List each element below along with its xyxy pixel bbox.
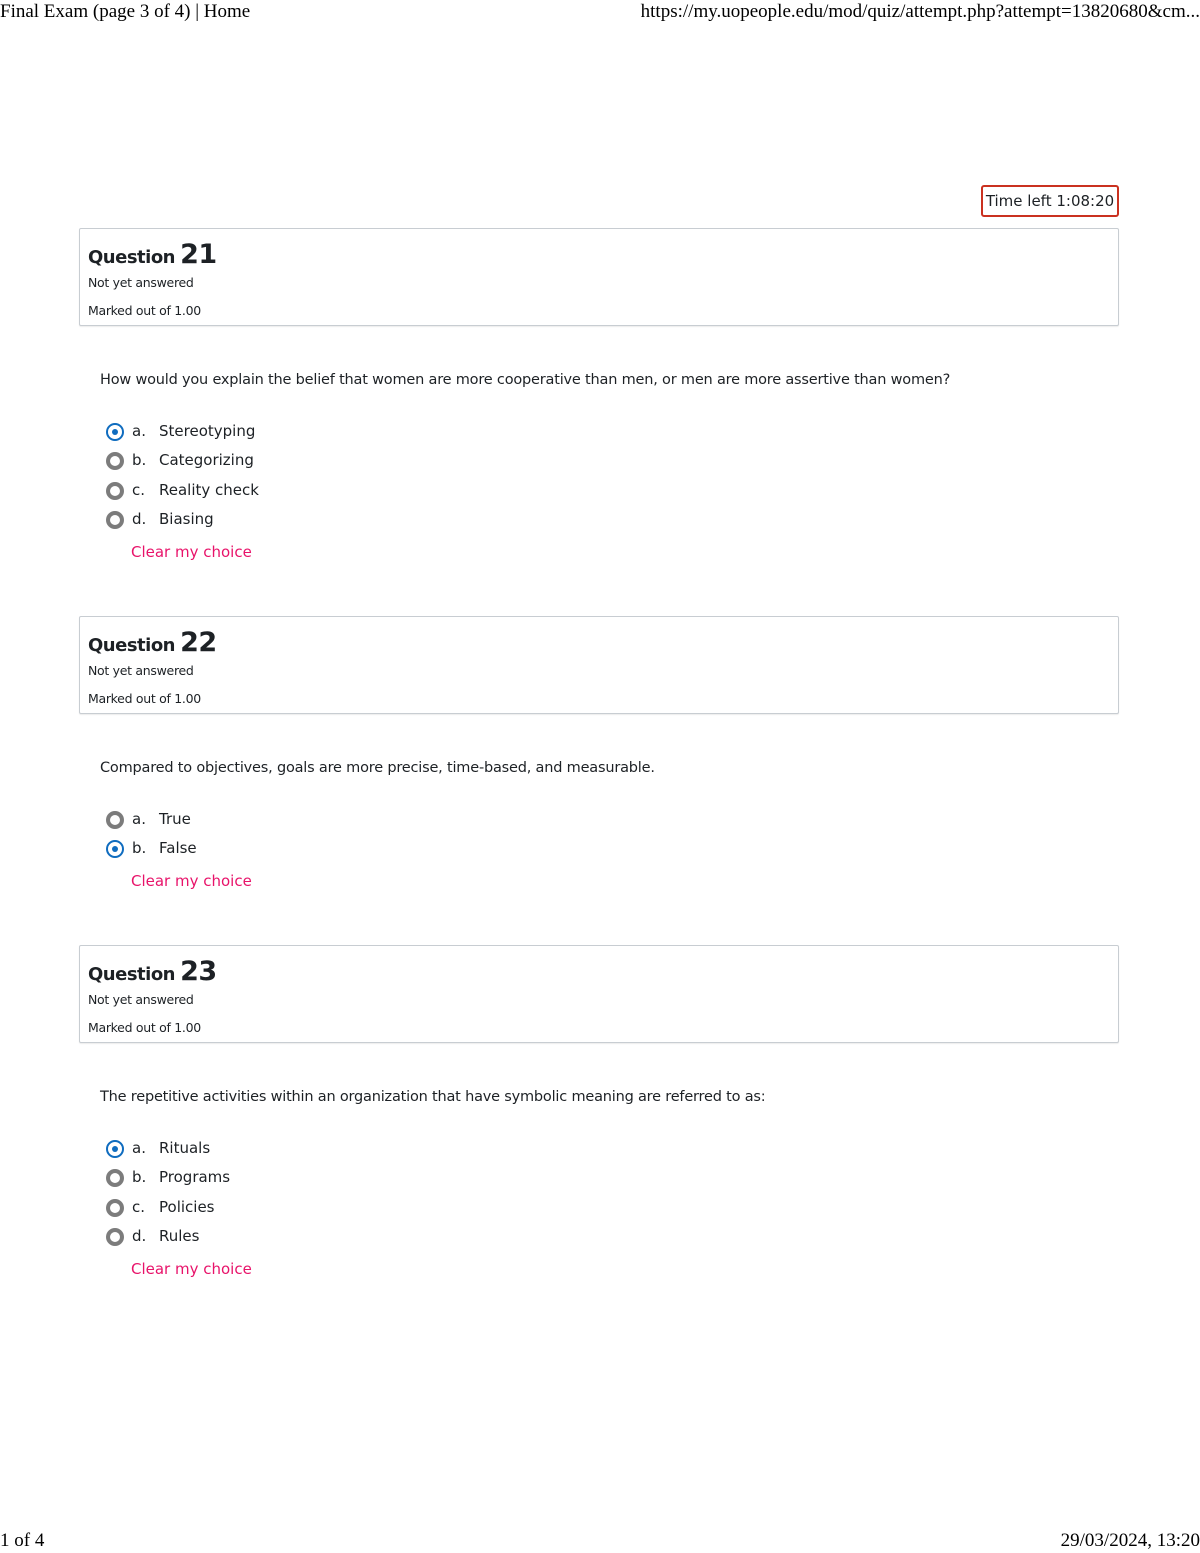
- answer-label[interactable]: Biasing: [159, 510, 214, 528]
- answer-option-21a[interactable]: [106, 420, 506, 446]
- question-number-value: 23: [180, 956, 217, 987]
- question-label: Question: [88, 964, 175, 985]
- print-page-url: https://my.uopeople.edu/mod/quiz/attempt.php?attempt=13820680&cm...: [640, 1, 1200, 22]
- question-text-21: How would you explain the belief that women are more cooperative than men, or men are more assertive than women?: [100, 372, 951, 388]
- answer-option-23a[interactable]: [106, 1137, 506, 1163]
- clear-choice-link-22[interactable]: Clear my choice: [131, 872, 252, 890]
- question-state: Not yet answered: [88, 992, 194, 1007]
- question-label: Question: [88, 635, 175, 656]
- answer-label[interactable]: Rituals: [159, 1139, 211, 1157]
- answer-label[interactable]: Programs: [159, 1168, 231, 1186]
- quiz-timer: Time left 1:08:20: [981, 185, 1119, 217]
- answer-letter: b.: [132, 1168, 147, 1186]
- question-text-22: Compared to objectives, goals are more precise, time-based, and measurable.: [100, 760, 655, 776]
- answer-label[interactable]: Rules: [159, 1227, 200, 1245]
- question-info-23: [79, 945, 1119, 1043]
- question-info-22: [79, 616, 1119, 714]
- answer-letter: a.: [132, 1139, 146, 1157]
- radio-button-checked[interactable]: [106, 1140, 124, 1158]
- question-number: [88, 956, 217, 987]
- question-state: Not yet answered: [88, 275, 194, 290]
- answer-option-22b[interactable]: [106, 837, 506, 863]
- radio-button-checked[interactable]: [106, 840, 124, 858]
- answer-label[interactable]: True: [159, 810, 191, 828]
- answer-letter: d.: [132, 510, 147, 528]
- answer-letter: a.: [132, 810, 146, 828]
- answer-letter: b.: [132, 451, 147, 469]
- answer-option-22a[interactable]: [106, 808, 506, 834]
- question-text-23: The repetitive activities within an organization that have symbolic meaning are referred to as:: [100, 1089, 766, 1105]
- question-grade: Marked out of 1.00: [88, 303, 201, 318]
- answer-letter: a.: [132, 422, 146, 440]
- question-info-21: [79, 228, 1119, 326]
- clear-choice-link-23[interactable]: Clear my choice: [131, 1260, 252, 1278]
- answer-letter: c.: [132, 1198, 146, 1216]
- radio-button-checked[interactable]: [106, 423, 124, 441]
- question-number: [88, 627, 217, 658]
- question-number: [88, 239, 217, 270]
- answer-option-23c[interactable]: [106, 1196, 506, 1222]
- radio-button[interactable]: [106, 452, 124, 470]
- answer-letter: b.: [132, 839, 147, 857]
- question-number-value: 22: [180, 627, 217, 658]
- answer-label[interactable]: Policies: [159, 1198, 215, 1216]
- answer-label[interactable]: Categorizing: [159, 451, 254, 469]
- answer-label[interactable]: Reality check: [159, 481, 259, 499]
- print-page-title: Final Exam (page 3 of 4) | Home: [0, 1, 251, 22]
- question-number-value: 21: [180, 239, 217, 270]
- answer-option-21b[interactable]: [106, 449, 506, 475]
- answer-label[interactable]: False: [159, 839, 197, 857]
- answer-option-23d[interactable]: [106, 1225, 506, 1251]
- radio-button[interactable]: [106, 811, 124, 829]
- question-state: Not yet answered: [88, 663, 194, 678]
- clear-choice-link-21[interactable]: Clear my choice: [131, 543, 252, 561]
- radio-button[interactable]: [106, 511, 124, 529]
- answer-option-21c[interactable]: [106, 479, 506, 505]
- answer-label[interactable]: Stereotyping: [159, 422, 256, 440]
- print-footer: [0, 1530, 1200, 1553]
- question-grade: Marked out of 1.00: [88, 1020, 201, 1035]
- answer-option-21d[interactable]: [106, 508, 506, 534]
- radio-button[interactable]: [106, 1169, 124, 1187]
- print-header: [0, 0, 1200, 26]
- print-page-count: 1 of 4: [0, 1530, 45, 1551]
- answer-option-23b[interactable]: [106, 1166, 506, 1192]
- question-grade: Marked out of 1.00: [88, 691, 201, 706]
- answer-letter: d.: [132, 1227, 147, 1245]
- radio-button[interactable]: [106, 1199, 124, 1217]
- radio-button[interactable]: [106, 482, 124, 500]
- answer-letter: c.: [132, 481, 146, 499]
- radio-button[interactable]: [106, 1228, 124, 1246]
- print-datetime: 29/03/2024, 13:20: [1060, 1530, 1200, 1551]
- question-label: Question: [88, 247, 175, 268]
